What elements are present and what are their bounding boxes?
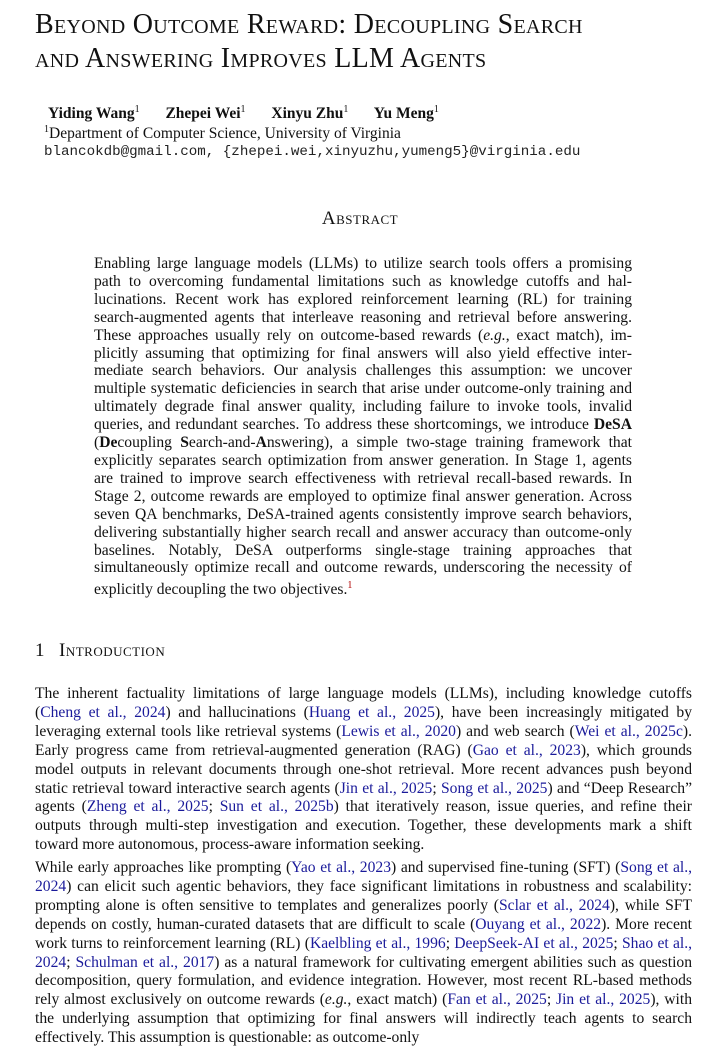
author-name: Zhepei Wei [165, 105, 241, 123]
affiliation-mark: 1 [134, 104, 140, 115]
section-number: 1 [35, 640, 45, 661]
author [271, 105, 348, 122]
section-heading-introduction [35, 640, 165, 662]
body-text: ) and web search ( [455, 722, 575, 740]
intro-paragraph-2 [35, 859, 692, 1048]
abstract-heading: Abstract [321, 208, 399, 229]
body-text: ), have been increasingly mitigated by leveraging external tools like retrieval systems ( [35, 703, 693, 740]
body-text: ; [445, 934, 455, 952]
body-text: ) and “Deep Research” agents ( [35, 779, 692, 816]
body-text: While early approaches like prompting ( [35, 859, 292, 876]
abstract-text: ( [94, 434, 100, 452]
acronym-letter: A [255, 434, 267, 452]
author-name: Xinyu Zhu [271, 105, 344, 123]
citation-link[interactable]: Wei et al., 2025c [574, 722, 683, 740]
body-text: ), while SFT depends on costly, human-curated datasets that are difficult to scale ( [35, 896, 693, 933]
body-text: ) can elicit such agentic behaviors, they face significant limitations in robustness and scalability: prompting alone is often sensitive to templates and generalizes poorly ( [35, 877, 692, 914]
body-text: , exact match) ( [347, 991, 448, 1009]
abstract-body [94, 255, 632, 599]
abstract-italic: e.g. [483, 326, 506, 344]
paper-title [35, 8, 715, 76]
author-list [48, 104, 461, 123]
abstract-text: coupling [117, 434, 181, 452]
citation-link[interactable]: Huang et al., 2025 [308, 703, 435, 721]
citation-link[interactable]: Gao et al., 2023 [472, 741, 581, 759]
citation-link[interactable]: Lewis et al., 2020 [341, 722, 456, 740]
acronym-letter: S [180, 434, 189, 452]
abstract-text: , a simple two-stage training framework that explicitly separates search optimization from answer generation. In Stage 1, agents are trained to improve search effectiveness with retrieval recall-based rewards. In Stage 2, outcome rewards are employed to optimize final answer generation. Across seven QA benchmarks, DeSA-trained agents consistently improve search behaviors, delivering substantially higher search recall and answer accuracy than outcome-only baselines. Notably, DeSA outperforms single-stage training approaches that simultaneously optimize recall and outcome rewards, underscoring the necessity of explicitly decoupling the two objectives. [94, 434, 632, 599]
citation-link[interactable]: Yao et al., 2023 [291, 859, 391, 876]
abstract-text: ) [324, 434, 330, 452]
citation-link[interactable]: Sclar et al., 2024 [498, 896, 610, 914]
author-emails: blancokdb@gmail.com, {zhepei.wei,xinyuzhu,yumeng5}@virginia.edu [44, 144, 581, 160]
citation-link[interactable]: DeepSeek-AI et al., 2025 [454, 934, 614, 952]
citation-link[interactable]: Song et al., 2025 [440, 779, 548, 797]
body-text: ; [66, 953, 76, 971]
body-text: ), with the underlying assumption that optimizing for final answers will indirectly teach agents to search effectively. This assumption is questionable: as outcome-only [35, 991, 692, 1047]
body-text: ), which grounds model outputs in relevant documents through one-shot retrieval. More recent advances push beyond static retrieval toward interactive search agents ( [35, 741, 692, 797]
body-text: ; [613, 934, 622, 952]
body-text: ). Early progress came from retrieval-augmented generation (RAG) ( [35, 722, 692, 759]
author [165, 105, 245, 122]
citation-link[interactable]: Sun et al., 2025b [219, 798, 334, 816]
acronym-letter: De [99, 434, 118, 452]
method-name: DeSA [593, 416, 632, 434]
citation-link[interactable]: Shao et al., 2024 [35, 934, 692, 971]
author-name: Yu Meng [373, 105, 434, 123]
body-text: ) and hallucinations ( [165, 703, 309, 721]
author [48, 105, 140, 122]
section-title: Introduction [59, 640, 166, 661]
body-text: ) as a natural framework for cultivating emergent abilities such as question decomposition, query formulation, and evidence integration. However, most recent RL-based methods rely almost exclusively on outcome rewards ( [35, 953, 692, 1009]
abstract-text: , exact match), implicitly assuming that optimizing for final answers will also yield effective intermediate search behaviors. Our analysis challenges this assumption: we uncover multiple systematic deficiencies in search that arise under outcome-only training and ultimately degrade final answer quality, including failure to invoke tools, invalid queries, and redundant searches. To address these shortcomings, we introduce [94, 326, 632, 434]
body-text: ) and supervised fine-tuning (SFT) ( [391, 859, 621, 876]
author [374, 105, 439, 122]
intro-paragraph-1 [35, 685, 692, 855]
citation-link[interactable]: Schulman et al., 2017 [75, 953, 215, 971]
body-text: The inherent factuality limitations of large language models (LLMs), including knowledge cutoffs ( [35, 685, 692, 721]
title-line-2: and Answering Improves LLM Agents [35, 43, 487, 74]
affiliation [44, 124, 401, 143]
body-text: ; [546, 991, 557, 1009]
affiliation-mark: 1 [240, 104, 246, 115]
citation-link[interactable]: Song et al., 2024 [35, 859, 692, 895]
citation-link[interactable]: Cheng et al., 2024 [40, 703, 166, 721]
footnote-link[interactable]: 1 [347, 580, 353, 592]
italic-text: e.g. [324, 991, 348, 1009]
abstract-text: nswering [266, 434, 324, 452]
author-name: Yiding Wang [48, 105, 135, 123]
body-text: ; [432, 779, 441, 797]
affiliation-mark: 1 [343, 104, 349, 115]
affiliation-mark: 1 [433, 104, 439, 115]
citation-link[interactable]: Jin et al., 2025 [339, 779, 433, 797]
citation-link[interactable]: Ouyang et al., 2022 [475, 915, 602, 933]
citation-link[interactable]: Jin et al., 2025 [556, 991, 651, 1009]
citation-link[interactable]: Fan et al., 2025 [447, 991, 547, 1009]
affiliation-text: Department of Computer Science, University of Virginia [49, 125, 401, 143]
body-text: ) that iteratively reason, issue queries, and refine their outputs through multi-step investigation and execution. Together, these developments mark a shift toward more autonomous, process-aware information seeking. [35, 798, 692, 854]
abstract-text: Enabling large language models (LLMs) to utilize search tools offers a promising path to overcoming fundamental limitations such as knowledge cutoffs and hallucinations. Recent work has explored reinforcement learning (RL) for training search-augmented agents that interleave reasoning and retrieval before answering. These approaches usually rely on outcome-based rewards ( [94, 255, 632, 344]
body-text: ; [208, 798, 220, 816]
citation-link[interactable]: Zheng et al., 2025 [86, 798, 209, 816]
affiliation-mark: 1 [44, 124, 49, 135]
citation-link[interactable]: Kaelbling et al., 1996 [309, 934, 446, 952]
abstract-text: earch-and- [188, 434, 256, 452]
title-line-1: Beyond Outcome Reward: Decoupling Search [35, 9, 583, 40]
body-text: ). More recent work turns to reinforcement learning (RL) ( [35, 915, 692, 952]
